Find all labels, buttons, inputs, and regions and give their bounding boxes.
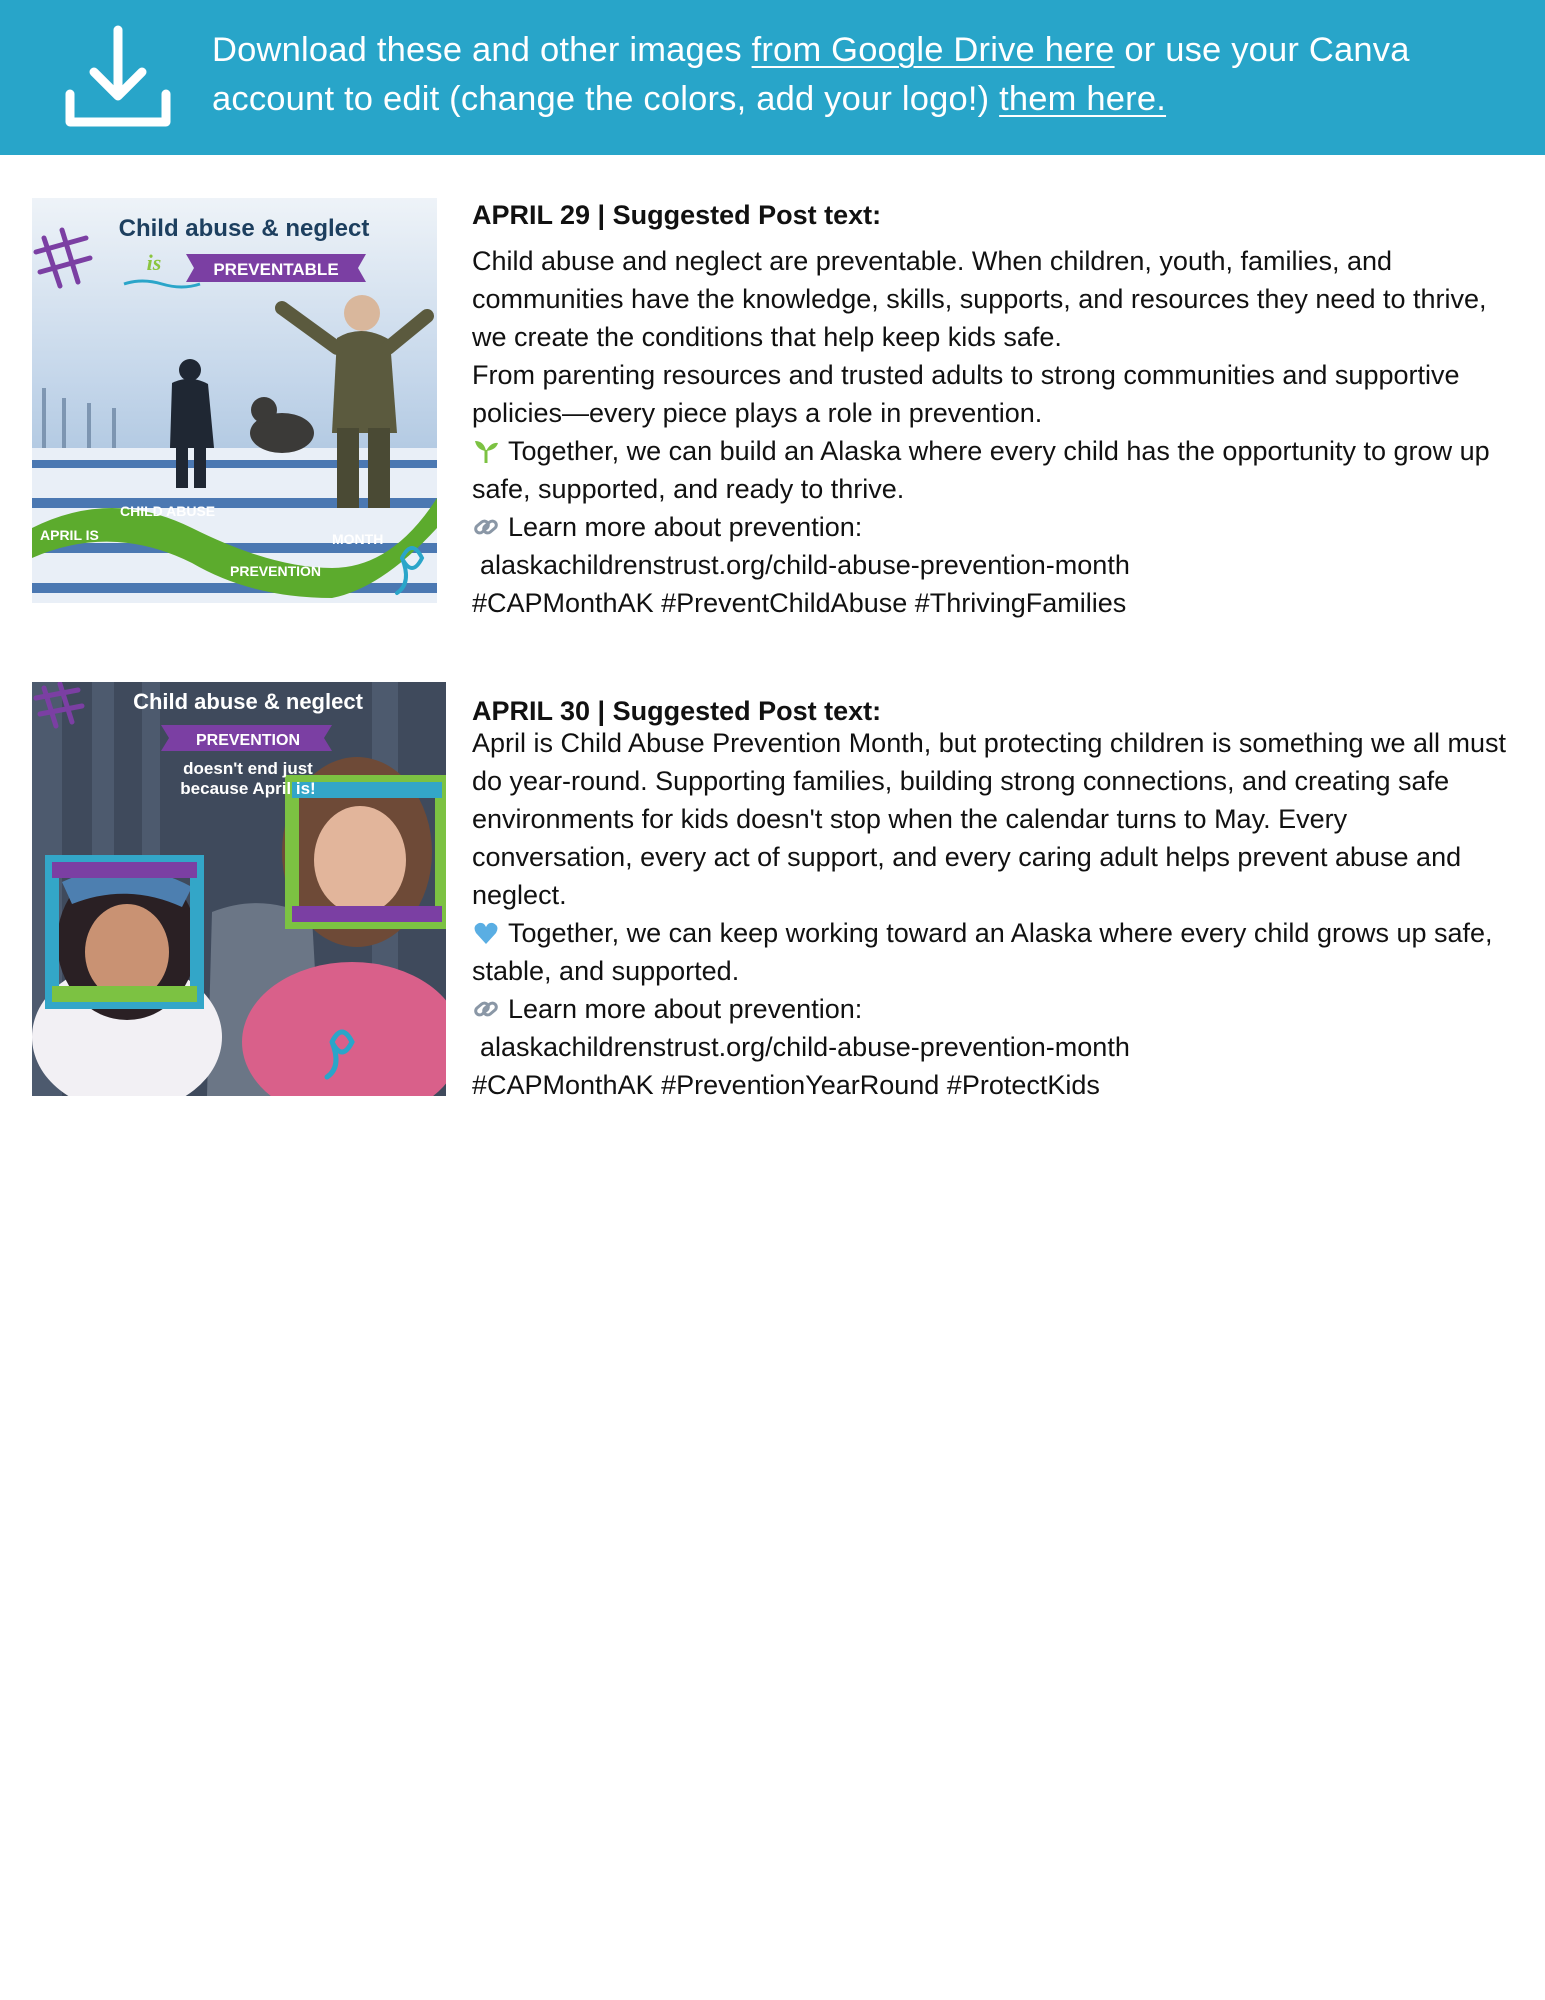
ribbon-bold-2: PREVENTION <box>230 563 322 579</box>
download-banner <box>0 0 1545 155</box>
image-subtitle-2: because April is! <box>180 779 316 798</box>
april-30-post-text <box>472 692 1512 1104</box>
blue-heart-icon <box>472 914 500 952</box>
learn-more-line: Learn more about prevention: <box>472 508 1512 546</box>
image-title: Child abuse & neglect <box>118 215 370 242</box>
banner-message: Download these and other images from Google Drive here or use your Canva account to edit (change the colors, add your logo!) them here. <box>212 31 1410 118</box>
canva-link[interactable]: them here. <box>999 80 1167 118</box>
prevention-url[interactable]: alaskachildrenstrust.org/child-abuse-prevention-month <box>480 1032 1130 1062</box>
together-line: Together, we can keep working toward an Alaska where every child grows up safe, stable, and supported. <box>472 914 1512 990</box>
hashtags: #CAPMonthAK #PreventChildAbuse #ThrivingFamilies <box>472 588 1127 618</box>
together-line: Together, we can build an Alaska where every child has the opportunity to grow up safe, supported, and ready to thrive. <box>472 432 1512 508</box>
ribbon-bold-1: CHILD ABUSE <box>120 503 216 519</box>
post-paragraph: April is Child Abuse Prevention Month, but protecting children is something we all must do year-round. Supporting families, building strong connections, and creating safe environments for kids doesn't stop when the calendar turns to May. Every conversation, every act of support, and every caring adult helps prevent abuse and neglect. <box>472 728 1514 910</box>
post-paragraph: Child abuse and neglect are preventable. When children, youth, families, and communities have the knowledge, skills, supports, and resources they need to thrive, we create the conditions that help keep kids safe. <box>472 246 1495 352</box>
image-badge: PREVENTION <box>195 732 301 749</box>
post-paragraph: From parenting resources and trusted adults to strong communities and supportive policies—every piece plays a role in prevention. <box>472 360 1468 428</box>
learn-more-line: Learn more about prevention: <box>472 990 1512 1028</box>
download-icon[interactable] <box>64 24 172 132</box>
post-heading: APRIL 29 | Suggested Post text: <box>472 200 882 230</box>
ribbon-prefix: APRIL IS <box>40 527 99 543</box>
link-icon <box>472 990 500 1028</box>
image-title: Child abuse & neglect <box>133 689 363 714</box>
post-heading: APRIL 30 | Suggested Post text: <box>472 696 882 726</box>
link-icon <box>472 508 500 546</box>
april-29-post-text <box>472 196 1512 622</box>
april-30-post-image <box>32 682 446 1096</box>
google-drive-link[interactable]: from Google Drive here <box>751 31 1115 69</box>
image-is-word: is <box>146 250 162 275</box>
image-badge: PREVENTABLE <box>213 260 339 279</box>
ribbon-suffix: MONTH <box>332 531 384 547</box>
seedling-icon <box>472 432 500 470</box>
hashtags: #CAPMonthAK #PreventionYearRound #ProtectKids <box>472 1070 1100 1100</box>
prevention-url[interactable]: alaskachildrenstrust.org/child-abuse-prevention-month <box>480 550 1130 580</box>
april-29-post-image <box>32 198 437 603</box>
image-subtitle-1: doesn't end just <box>183 759 313 778</box>
